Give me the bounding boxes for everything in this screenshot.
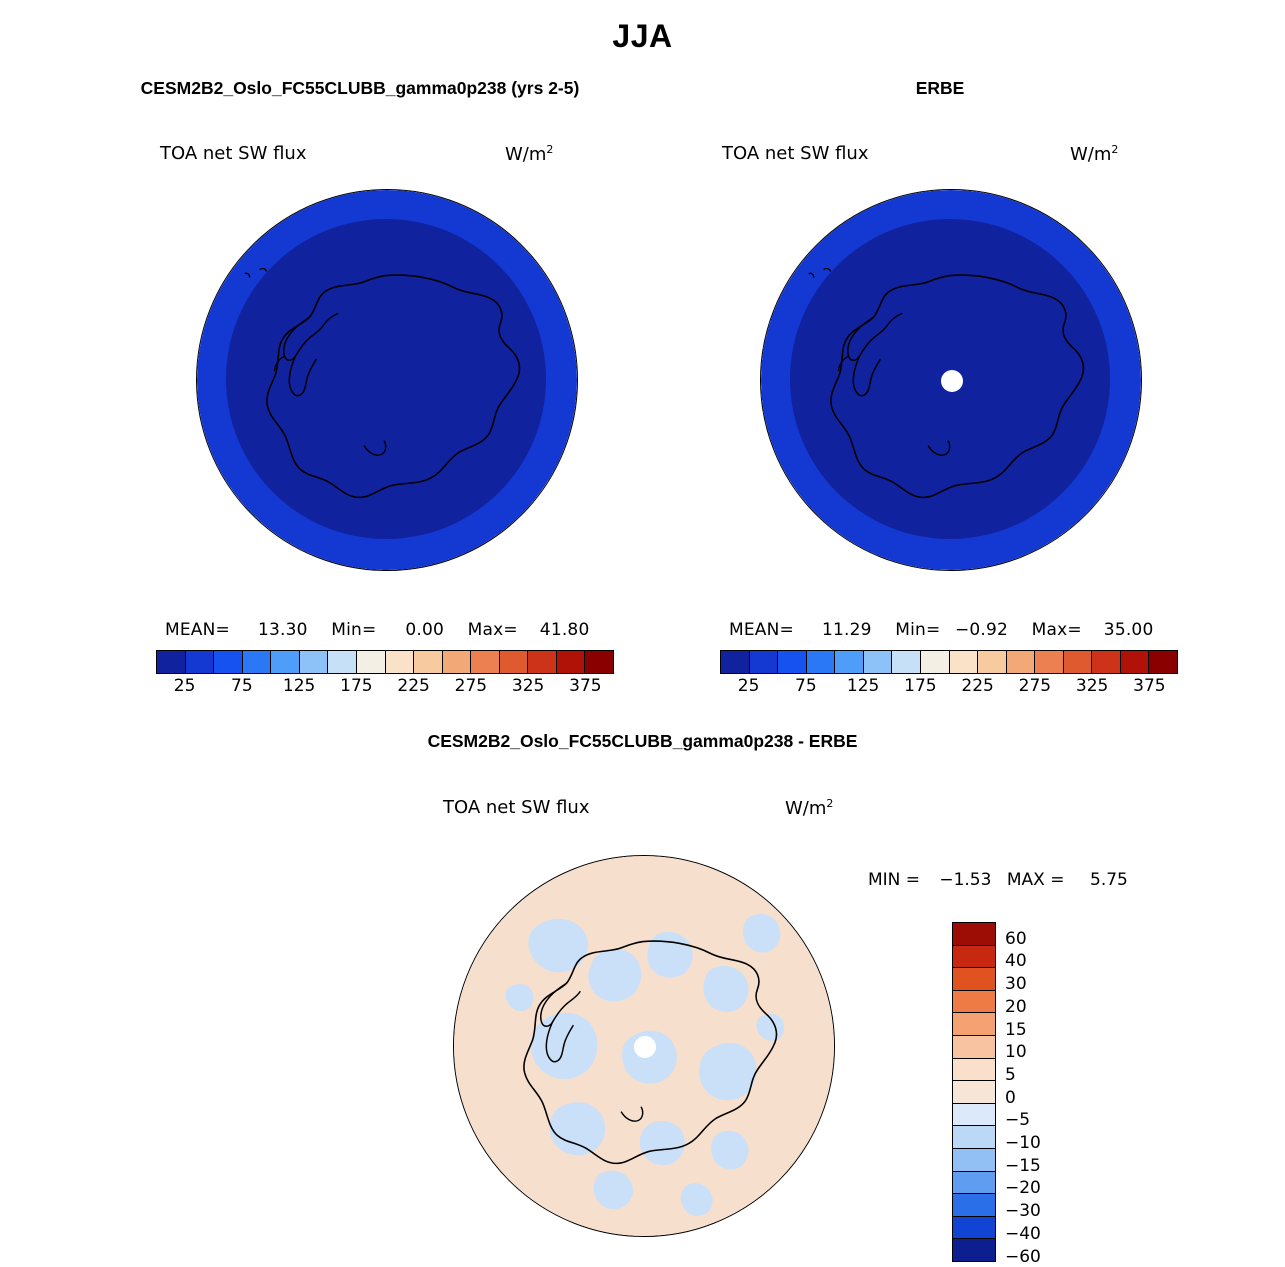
- colorbar-swatch: [500, 651, 529, 673]
- colorbar-tick-label: 0: [1005, 1087, 1016, 1108]
- colorbar-swatch: [186, 651, 215, 673]
- diff-units-label: [785, 797, 833, 819]
- colorbar-tick-label: 30: [1005, 974, 1027, 995]
- colorbar-tick-label: 175: [904, 676, 937, 696]
- colorbar-tick-label: 5: [1005, 1064, 1016, 1085]
- colorbar-swatch: [953, 1104, 995, 1127]
- model-colorbar: [156, 650, 614, 674]
- colorbar-swatch: [271, 651, 300, 673]
- obs-mean-value: 11.29: [821, 620, 872, 640]
- diff-negative-anomaly-blobs: [506, 914, 785, 1216]
- model-units-label: [505, 143, 553, 165]
- obs-units-exponent: 2: [1111, 143, 1119, 156]
- colorbar-swatch: [953, 1217, 995, 1240]
- colorbar-tick-label: −40: [1005, 1223, 1041, 1244]
- diff-pole-data-gap: [634, 1036, 656, 1058]
- colorbar-swatch: [471, 651, 500, 673]
- colorbar-swatch: [953, 946, 995, 969]
- diff-min-label: MIN =: [868, 870, 921, 890]
- colorbar-tick-label: 75: [231, 676, 253, 696]
- page-title: JJA: [612, 18, 673, 54]
- colorbar-swatch: [953, 1081, 995, 1104]
- obs-colorbar-ticks: [720, 676, 1176, 700]
- colorbar-swatch: [978, 651, 1007, 673]
- model-mean-value: 13.30: [257, 620, 308, 640]
- model-coastline: [197, 190, 577, 570]
- diff-min-value: −1.53: [939, 870, 992, 890]
- obs-stats-line: [729, 620, 1153, 640]
- colorbar-swatch: [300, 651, 329, 673]
- colorbar-swatch: [953, 1194, 995, 1217]
- colorbar-swatch: [1007, 651, 1036, 673]
- colorbar-tick-label: 275: [1018, 676, 1052, 696]
- obs-variable-label: TOA net SW flux: [722, 143, 869, 164]
- obs-max-label: Max=: [1031, 620, 1082, 640]
- colorbar-swatch: [807, 651, 836, 673]
- colorbar-tick-label: −60: [1005, 1246, 1041, 1267]
- colorbar-tick-label: −30: [1005, 1201, 1041, 1222]
- obs-map-ocean-outer-ring: [761, 190, 1141, 570]
- colorbar-swatch: [557, 651, 586, 673]
- colorbar-swatch: [386, 651, 415, 673]
- colorbar-swatch: [835, 651, 864, 673]
- model-min-label: Min=: [331, 620, 377, 640]
- obs-min-value: −0.92: [954, 620, 1009, 640]
- model-units-exponent: 2: [546, 143, 554, 156]
- diff-map-background: [454, 856, 834, 1236]
- colorbar-swatch: [1064, 651, 1093, 673]
- colorbar-tick-label: 10: [1005, 1042, 1027, 1063]
- diff-colorbar: [952, 922, 996, 1262]
- colorbar-swatch: [214, 651, 243, 673]
- colorbar-tick-label: 375: [1133, 676, 1166, 696]
- colorbar-tick-label: 125: [846, 676, 880, 696]
- colorbar-tick-label: 275: [454, 676, 488, 696]
- colorbar-tick-label: 325: [511, 676, 545, 696]
- obs-units-label: [1070, 143, 1118, 165]
- diff-map-globe: [453, 855, 835, 1237]
- model-max-label: Max=: [467, 620, 518, 640]
- diff-panel-title: CESM2B2_Oslo_FC55CLUBB_gamma0p238 - ERBE: [427, 731, 858, 751]
- colorbar-swatch: [357, 651, 386, 673]
- obs-pole-data-gap: [941, 370, 963, 392]
- colorbar-swatch: [1092, 651, 1121, 673]
- colorbar-swatch: [953, 1059, 995, 1082]
- model-units-text: W/m: [505, 144, 547, 165]
- diff-max-value: 5.75: [1090, 870, 1128, 890]
- colorbar-tick-label: 325: [1075, 676, 1109, 696]
- colorbar-swatch: [750, 651, 779, 673]
- model-map-ocean-outer-ring: [197, 190, 577, 570]
- colorbar-tick-label: 125: [282, 676, 316, 696]
- colorbar-swatch: [328, 651, 357, 673]
- obs-units-text: W/m: [1070, 144, 1112, 165]
- colorbar-swatch: [721, 651, 750, 673]
- diff-units-text: W/m: [785, 798, 827, 819]
- colorbar-tick-label: 75: [795, 676, 817, 696]
- diff-variable-label: TOA net SW flux: [443, 797, 590, 818]
- colorbar-swatch: [528, 651, 557, 673]
- obs-panel-title: ERBE: [915, 78, 965, 98]
- colorbar-tick-label: −10: [1005, 1133, 1041, 1153]
- colorbar-swatch: [157, 651, 186, 673]
- colorbar-tick-label: 40: [1005, 951, 1027, 972]
- colorbar-swatch: [953, 923, 995, 946]
- colorbar-swatch: [953, 968, 995, 991]
- colorbar-swatch: [585, 651, 613, 673]
- model-stats-line: [165, 620, 589, 640]
- colorbar-swatch: [950, 651, 979, 673]
- colorbar-tick-label: 225: [961, 676, 994, 696]
- colorbar-swatch: [778, 651, 807, 673]
- colorbar-swatch: [1149, 651, 1177, 673]
- obs-map-globe: [760, 189, 1142, 571]
- model-variable-label: TOA net SW flux: [160, 143, 307, 164]
- colorbar-swatch: [953, 1172, 995, 1195]
- colorbar-swatch: [864, 651, 893, 673]
- colorbar-swatch: [953, 991, 995, 1014]
- colorbar-swatch: [953, 1149, 995, 1172]
- model-mean-label: MEAN=: [165, 620, 230, 640]
- model-map-globe: [196, 189, 578, 571]
- diff-max-label: MAX =: [1006, 870, 1065, 890]
- colorbar-tick-label: 225: [397, 676, 430, 696]
- colorbar-tick-label: 175: [340, 676, 373, 696]
- colorbar-swatch: [414, 651, 443, 673]
- colorbar-swatch: [243, 651, 272, 673]
- colorbar-swatch: [953, 1036, 995, 1059]
- diff-units-exponent: 2: [826, 797, 834, 810]
- colorbar-swatch: [1035, 651, 1064, 673]
- colorbar-tick-label: −15: [1005, 1155, 1041, 1176]
- model-colorbar-ticks: [156, 676, 612, 700]
- colorbar-tick-label: 60: [1005, 928, 1027, 949]
- diff-minmax-line: [868, 870, 1128, 890]
- colorbar-swatch: [953, 1126, 995, 1149]
- colorbar-tick-label: 15: [1005, 1019, 1027, 1040]
- colorbar-tick-label: −20: [1005, 1178, 1041, 1199]
- obs-min-label: Min=: [895, 620, 941, 640]
- colorbar-swatch: [953, 1239, 995, 1261]
- model-max-value: 41.80: [539, 620, 590, 640]
- colorbar-tick-label: 375: [569, 676, 602, 696]
- colorbar-swatch: [892, 651, 921, 673]
- colorbar-swatch: [1121, 651, 1150, 673]
- obs-max-value: 35.00: [1103, 620, 1154, 640]
- model-panel-title: CESM2B2_Oslo_FC55CLUBB_gamma0p238 (yrs 2-5): [140, 78, 580, 98]
- obs-colorbar: [720, 650, 1178, 674]
- colorbar-tick-label: −5: [1005, 1110, 1031, 1131]
- colorbar-tick-label: 25: [173, 676, 196, 696]
- colorbar-tick-label: 25: [737, 676, 760, 696]
- colorbar-tick-label: 20: [1005, 996, 1027, 1017]
- model-min-value: 0.00: [405, 620, 445, 640]
- colorbar-swatch: [953, 1013, 995, 1036]
- obs-mean-label: MEAN=: [729, 620, 794, 640]
- colorbar-swatch: [443, 651, 472, 673]
- colorbar-swatch: [921, 651, 950, 673]
